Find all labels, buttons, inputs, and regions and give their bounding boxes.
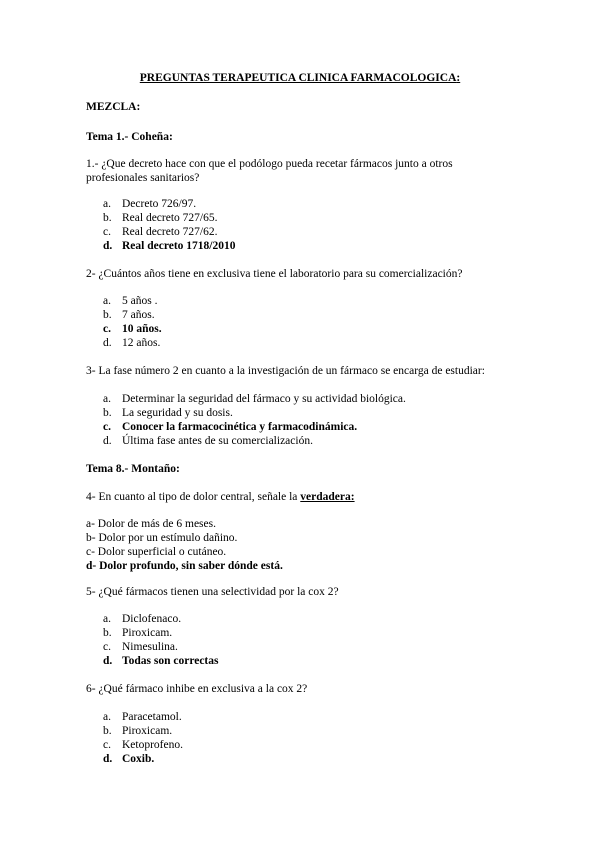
option-text: Conocer la farmacocinética y farmacodinámica.	[122, 421, 358, 433]
option-letter: d.	[103, 337, 112, 349]
q2-option-a	[103, 294, 157, 308]
question-1-line1: 1.- ¿Que decreto hace con que el podólogo pueda recetar fármacos junto a otros	[86, 158, 453, 170]
option-letter: d.	[103, 435, 112, 447]
option-text: Piroxicam.	[122, 627, 173, 639]
q1-option-c	[103, 225, 217, 239]
option-letter: a.	[103, 393, 111, 405]
option-letter: c.	[103, 226, 111, 238]
option-letter: b.	[103, 725, 112, 737]
option-text: 7 años.	[122, 309, 155, 321]
option-text: 10 años.	[122, 323, 162, 335]
q6-option-b	[103, 724, 172, 738]
option-text: Real decreto 727/62.	[122, 226, 218, 238]
page-title	[0, 71, 600, 85]
option-letter: b.	[103, 309, 112, 321]
option-text: Diclofenaco.	[122, 613, 182, 625]
option-letter: b.	[103, 627, 112, 639]
q5-option-b	[103, 626, 172, 640]
section-heading-tema1: Tema 1.- Coheña:	[86, 131, 173, 143]
q5-option-c	[103, 640, 178, 654]
q3-option-b	[103, 406, 233, 420]
title-text: PREGUNTAS TERAPEUTICA CLINICA FARMACOLOGICA	[139, 72, 457, 84]
option-text: Todas son correctas	[122, 655, 219, 667]
q6-option-c	[103, 738, 183, 752]
question-4-prefix: 4- En cuanto al tipo de dolor central, señale la	[86, 491, 301, 503]
question-2-line1: 2- ¿Cuántos años tiene en exclusiva tiene el laboratorio para su comercialización?	[86, 268, 463, 280]
option-text: Piroxicam.	[122, 725, 173, 737]
q2-option-d	[103, 336, 160, 350]
q3-option-c-correct	[103, 420, 357, 434]
option-letter: a.	[103, 295, 111, 307]
question-4-line1	[86, 490, 355, 504]
option-letter: c.	[103, 739, 111, 751]
question-1-line2: profesionales sanitarios?	[86, 172, 200, 184]
q5-option-a	[103, 612, 181, 626]
q2-option-b	[103, 308, 155, 322]
option-letter: c.	[103, 323, 111, 335]
option-letter: b.	[103, 407, 112, 419]
option-text: Coxib.	[122, 753, 155, 765]
option-text: Decreto 726/97.	[122, 198, 197, 210]
q4-answer-a: a- Dolor de más de 6 meses.	[86, 518, 216, 530]
q2-option-c-correct	[103, 322, 162, 336]
title-colon: :	[456, 72, 461, 84]
option-letter: c.	[103, 421, 111, 433]
option-text: 5 años .	[122, 295, 158, 307]
option-letter: c.	[103, 641, 111, 653]
option-text: Última fase antes de su comercialización.	[122, 435, 313, 447]
option-letter: a.	[103, 613, 111, 625]
question-5-line1: 5- ¿Qué fármacos tienen una selectividad por la cox 2?	[86, 586, 339, 598]
q4-answer-c: c- Dolor superficial o cutáneo.	[86, 546, 227, 558]
option-text: Nimesulina.	[122, 641, 178, 653]
option-letter: a.	[103, 198, 111, 210]
option-letter: b.	[103, 212, 112, 224]
q1-option-a	[103, 197, 196, 211]
option-text: 12 años.	[122, 337, 161, 349]
question-4-emphasis: verdadera:	[300, 491, 355, 503]
option-text: Real decreto 1718/2010	[122, 240, 236, 252]
q1-option-d-correct	[103, 239, 235, 253]
section-heading-tema8: Tema 8.- Montaño:	[86, 463, 180, 475]
option-text: Ketoprofeno.	[122, 739, 183, 751]
q4-answer-b: b- Dolor por un estímulo dañino.	[86, 532, 238, 544]
option-letter: d.	[103, 240, 113, 252]
question-3-line1: 3- La fase número 2 en cuanto a la investigación de un fármaco se encarga de estudiar:	[86, 365, 485, 377]
q3-option-a	[103, 392, 406, 406]
q4-answer-d-correct: d- Dolor profundo, sin saber dónde está.	[86, 560, 283, 572]
q6-option-a	[103, 710, 182, 724]
q6-option-d-correct	[103, 752, 154, 766]
option-letter: a.	[103, 711, 111, 723]
question-6-line1: 6- ¿Qué fármaco inhibe en exclusiva a la cox 2?	[86, 683, 308, 695]
q5-option-d-correct	[103, 654, 218, 668]
q3-option-d	[103, 434, 313, 448]
option-letter: d.	[103, 655, 113, 667]
option-letter: d.	[103, 753, 113, 765]
section-heading-mezcla: MEZCLA:	[86, 101, 141, 113]
q1-option-b	[103, 211, 217, 225]
option-text: Determinar la seguridad del fármaco y su actividad biológica.	[122, 393, 406, 405]
option-text: La seguridad y su dosis.	[122, 407, 233, 419]
option-text: Paracetamol.	[122, 711, 182, 723]
option-text: Real decreto 727/65.	[122, 212, 218, 224]
